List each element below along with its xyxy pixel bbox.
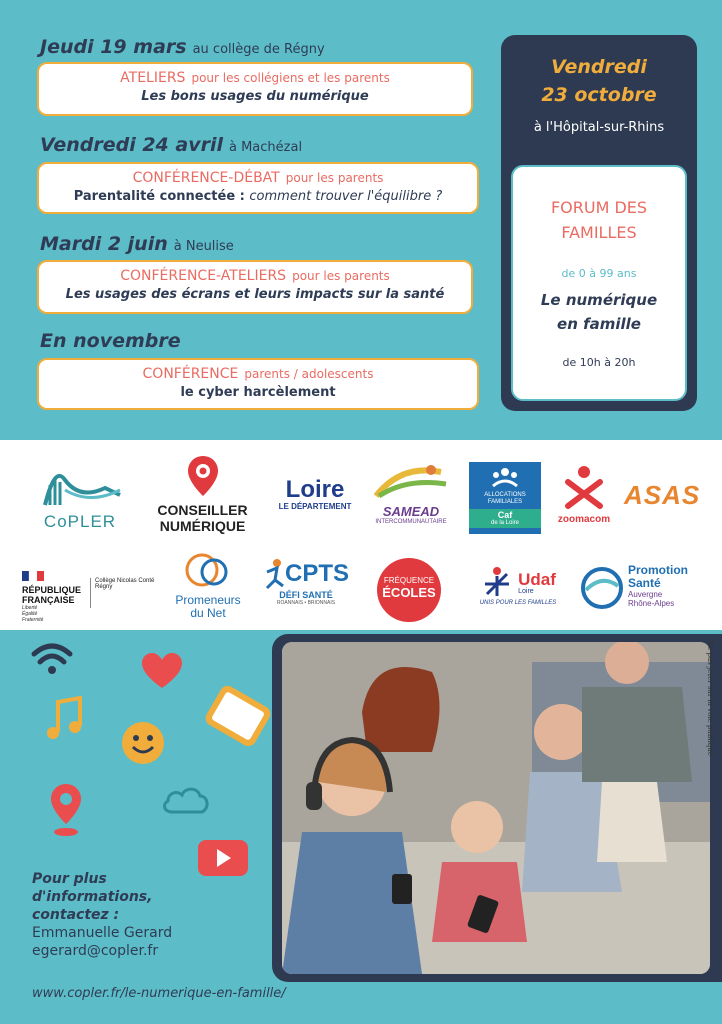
caf-people-icon bbox=[490, 466, 520, 488]
map-pin-icon bbox=[46, 780, 86, 840]
frequence-line2: ÉCOLES bbox=[382, 585, 436, 600]
event-2-title-rest: comment trouver l'équilibre ? bbox=[249, 189, 443, 204]
promeneurs-line1: Promeneurs bbox=[175, 593, 241, 607]
event-4-audience: parents / adolescents bbox=[244, 367, 374, 381]
zoomacom-figure-icon bbox=[564, 464, 604, 510]
event-4-header bbox=[40, 330, 181, 352]
event-1-audience: pour les collégiens et les parents bbox=[191, 71, 390, 85]
event-4-title: le cyber harcèlement bbox=[180, 385, 336, 400]
contact-line1: Pour plus bbox=[32, 871, 107, 887]
family-photo-frame bbox=[272, 634, 722, 982]
partner-logos bbox=[0, 440, 722, 630]
event-2-header bbox=[40, 134, 302, 156]
forum-theme bbox=[513, 288, 685, 336]
events-section bbox=[0, 0, 722, 440]
contact-name: Emmanuelle Gerard bbox=[32, 925, 173, 941]
forum-card bbox=[511, 165, 687, 401]
promeneurs-du-net-logo bbox=[162, 552, 254, 628]
copler-text: CoPLER bbox=[43, 512, 117, 531]
wifi-icon bbox=[30, 638, 74, 678]
rf-line4: Égalité bbox=[22, 611, 38, 617]
event-4-type: CONFÉRENCE bbox=[142, 366, 239, 382]
contact-block bbox=[32, 870, 262, 960]
cpts-logo bbox=[260, 558, 352, 624]
side-note bbox=[700, 640, 716, 840]
music-note-icon bbox=[44, 696, 84, 742]
smiley-icon bbox=[120, 720, 166, 766]
event-3-date: Mardi 2 juin bbox=[40, 233, 168, 255]
event-1-type: ATELIERS bbox=[120, 70, 186, 86]
website-link[interactable]: www.copler.fr/le-numerique-en-famille/ bbox=[32, 986, 286, 1001]
cpts-sub2: ROANNAIS • BRIONNAIS bbox=[276, 600, 336, 606]
udaf-text: Udaf bbox=[518, 570, 556, 589]
contact-line2: d'informations, bbox=[32, 889, 153, 905]
forum-title bbox=[513, 195, 685, 245]
samead-emblem-icon bbox=[371, 462, 451, 500]
conseiller-line1: CONSEILLER bbox=[157, 502, 248, 518]
event-1-title: Les bons usages du numérique bbox=[141, 89, 369, 104]
forum-theme-line1: Le numérique bbox=[540, 291, 658, 309]
frequence-ecoles-logo bbox=[377, 558, 441, 622]
rf-line5: Fraternité bbox=[22, 617, 44, 623]
copler-logo bbox=[30, 460, 130, 540]
copler-hills-icon bbox=[35, 460, 125, 510]
family-photo bbox=[282, 642, 710, 974]
udaf-sub: Loire bbox=[518, 588, 534, 595]
event-2-audience: pour les parents bbox=[285, 171, 384, 185]
asas-text: ASAS bbox=[624, 480, 701, 510]
caf-line3: Caf bbox=[497, 510, 513, 520]
loire-logo bbox=[270, 478, 360, 518]
globe-swirl-icon bbox=[580, 566, 624, 610]
promo-line1: Promotion bbox=[628, 563, 688, 577]
samead-text: SAMEAD bbox=[382, 504, 440, 519]
event-1-place: au collège de Régny bbox=[192, 42, 325, 57]
conseiller-numerique-logo bbox=[145, 454, 260, 549]
asas-logo bbox=[624, 480, 700, 520]
rf-line2: FRANÇAISE bbox=[22, 595, 75, 605]
contact-line3: contactez : bbox=[32, 907, 120, 923]
event-2-type: CONFÉRENCE-DÉBAT bbox=[132, 170, 280, 186]
event-1-box bbox=[37, 62, 473, 116]
event-3-title: Les usages des écrans et leurs impacts sur la santé bbox=[65, 287, 445, 302]
location-pin-icon bbox=[186, 454, 220, 498]
cpts-text: CPTS bbox=[284, 560, 349, 587]
event-2-box bbox=[37, 162, 479, 214]
caf-line2: FAMILIALES bbox=[487, 499, 523, 505]
caf-line1: ALLOCATIONS bbox=[484, 492, 526, 498]
event-2-title-bold: Parentalité connectée : bbox=[73, 189, 245, 204]
event-1-header bbox=[40, 36, 325, 58]
runner-icon bbox=[263, 558, 285, 590]
event-2-place: à Machézal bbox=[228, 140, 303, 155]
event-3-header bbox=[40, 233, 234, 255]
cloud-icon bbox=[160, 782, 212, 816]
promo-line3: Auvergne bbox=[628, 590, 663, 599]
forum-age: de 0 à 99 ans bbox=[561, 267, 637, 280]
forum-place: à l'Hôpital-sur-Rhins bbox=[533, 120, 665, 135]
bottom-section bbox=[0, 630, 722, 1024]
heart-icon bbox=[140, 652, 184, 690]
promo-line2: Santé bbox=[628, 576, 661, 590]
college-line2: Régny bbox=[95, 584, 113, 590]
family-illustration bbox=[282, 642, 710, 974]
forum-hours: de 10h à 20h bbox=[562, 356, 636, 369]
forum-title-line1: FORUM DES bbox=[550, 198, 648, 217]
forum-panel bbox=[501, 35, 697, 411]
udaf-people-icon bbox=[480, 566, 514, 600]
loire-sub: LE DÉPARTEMENT bbox=[278, 502, 352, 511]
forum-title-line2: FAMILLES bbox=[561, 223, 637, 242]
forum-theme-line2: en famille bbox=[557, 315, 641, 333]
zoomacom-text: zoomacom bbox=[557, 514, 611, 525]
samead-sub: INTERCOMMUNAUTAIRE bbox=[375, 519, 447, 525]
cpts-sub: DÉFI SANTÉ bbox=[279, 590, 333, 600]
rf-line1: RÉPUBLIQUE bbox=[22, 585, 82, 595]
college-line1: Collège Nicolas Conté bbox=[95, 578, 155, 584]
promotion-sante-logo bbox=[580, 562, 706, 622]
contact-email[interactable]: egerard@copler.fr bbox=[32, 943, 159, 959]
udaf-slogan: UNIS POUR LES FAMILLES bbox=[479, 600, 557, 606]
side-note-text: Ne pas jeter sur la voie publique bbox=[706, 640, 714, 756]
event-3-box bbox=[37, 260, 473, 314]
conseiller-line2: NUMÉRIQUE bbox=[159, 518, 246, 534]
event-4-date: En novembre bbox=[40, 330, 181, 352]
caf-line4: de la Loire bbox=[490, 520, 520, 526]
event-3-place: à Neulise bbox=[173, 239, 234, 254]
frequence-line1: FRÉQUENCE bbox=[383, 576, 435, 585]
college-logo bbox=[90, 578, 167, 608]
caf-logo bbox=[469, 462, 541, 534]
forum-date-text: 23 octobre bbox=[541, 84, 657, 106]
republique-francaise-logo bbox=[22, 566, 90, 626]
samead-logo bbox=[366, 462, 456, 537]
event-4-box bbox=[37, 358, 479, 410]
french-flag-icon bbox=[22, 571, 44, 581]
forum-day: Vendredi bbox=[551, 56, 647, 78]
zoomacom-logo bbox=[552, 464, 616, 534]
rf-line3: Liberté bbox=[22, 605, 38, 611]
loire-text: Loire bbox=[285, 476, 345, 503]
event-1-date: Jeudi 19 mars bbox=[40, 36, 187, 58]
event-3-type: CONFÉRENCE-ATELIERS bbox=[120, 268, 287, 284]
forum-date bbox=[501, 53, 697, 109]
promeneurs-line2: du Net bbox=[190, 606, 226, 620]
event-2-date: Vendredi 24 avril bbox=[40, 134, 223, 156]
event-3-audience: pour les parents bbox=[292, 269, 390, 283]
udaf-logo bbox=[470, 566, 566, 626]
tablet-icon bbox=[196, 674, 280, 758]
speech-bubbles-icon bbox=[182, 552, 234, 590]
promo-line4: Rhône-Alpes bbox=[628, 599, 675, 608]
